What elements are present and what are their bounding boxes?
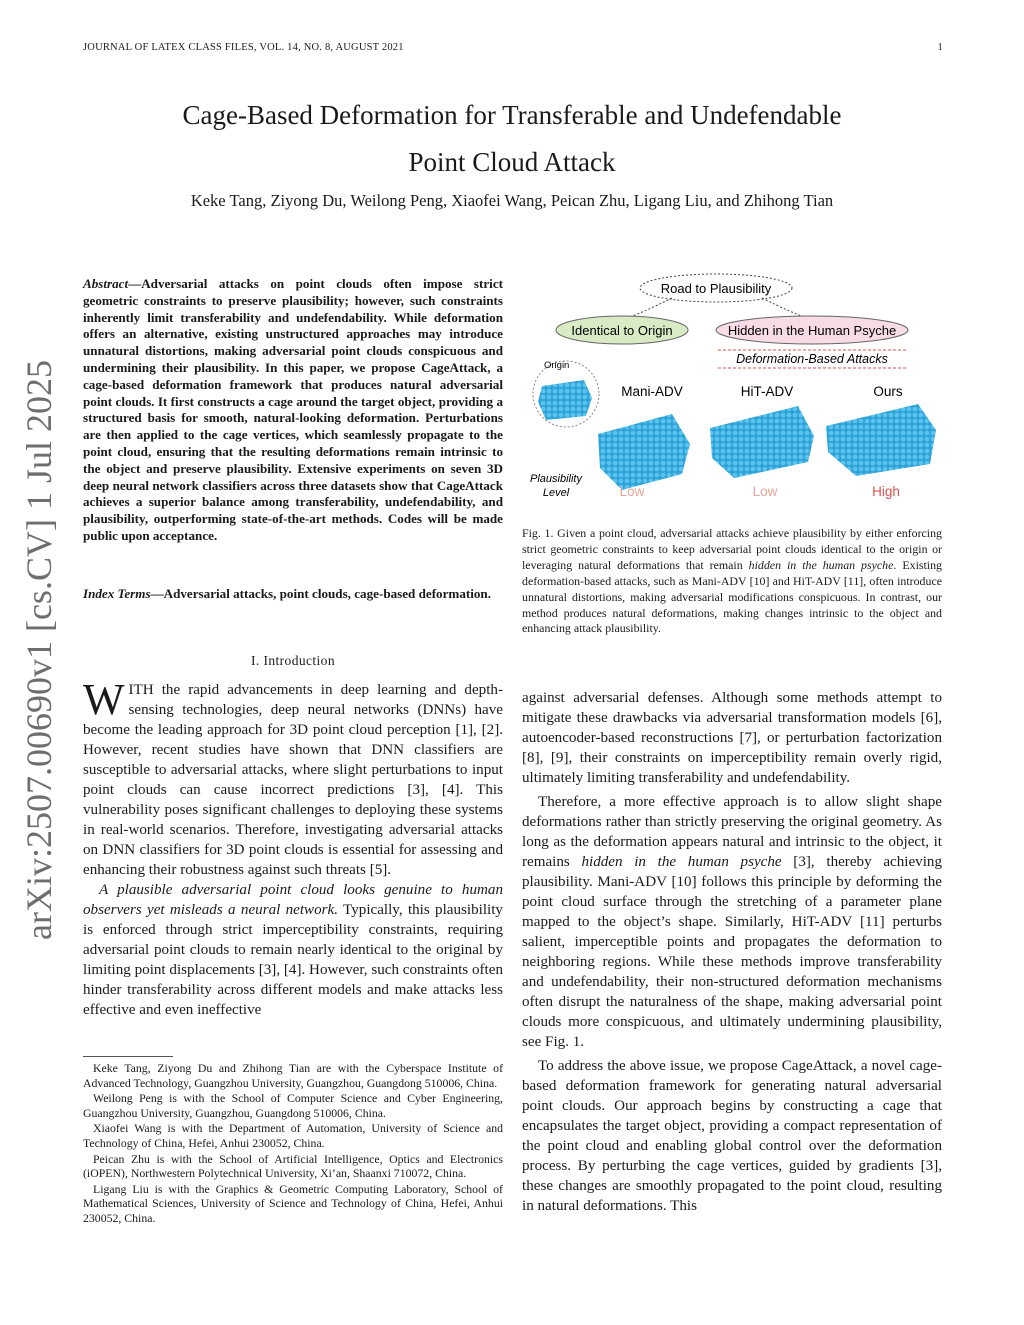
ours-label: Ours (873, 384, 903, 399)
identical-label: Identical to Origin (571, 323, 673, 338)
ours-level: High (872, 484, 900, 499)
intro-paragraph-4: Therefore, a more effective approach is to allow slight shape deformations rather than strictly preserving the original geometry. As long as the deformation appears natural and intrinsic to the object, it remains hidden in the human psyche [3], thereby achieving plausibility. Mani-ADV [10] follows this principle by deforming the point cloud surface through the stretching of a parameter plane mapped to the object’s shape. Similarly, HiT-ADV [11] perturbs salient, imperceptible points and propagates the deformation to neighboring regions. While these methods improve transferability and undefendability, their non-structured deformation mechanisms often disrupt the naturalness of the shape, making adversarial point clouds more conspicuous, and ultimately undermining plausibility, see Fig. 1. (522, 794, 942, 1050)
footnote: Peican Zhu is with the School of Artificial Intelligence, Optics and Electronics (iOPEN), Northwestern Polytechnical University, Xi’an, Shaanxi 710072, China. (83, 1151, 503, 1181)
plausibility-label-1: Plausibility (530, 473, 582, 485)
index-terms-text: —Adversarial attacks, point clouds, cage-based deformation. (150, 586, 491, 601)
index-terms (83, 586, 503, 603)
dropcap: W (83, 675, 125, 724)
title-line-2: Point Cloud Attack (408, 147, 616, 177)
mani-level: Low (619, 484, 645, 499)
hit-sofa (710, 406, 814, 478)
page-number: 1 (937, 42, 943, 53)
author-list: Keke Tang, Ziyong Du, Weilong Peng, Xiaofei Wang, Peican Zhu, Ligang Liu, and Zhihong Tian (190, 191, 834, 210)
deform-label: Deformation-Based Attacks (736, 352, 888, 366)
abstract (83, 276, 503, 545)
intro-paragraph-1: WITH the rapid advancements in deep learning and depth-sensing technologies, deep neural networks (DNNs) have become the leading approach for 3D point cloud perception [1], [2]. However, recent studies have shown that DNN classifiers are susceptible to adversarial attacks, where slight perturbations to input point clouds can cause incorrect predictions [3], [4]. This vulnerability poses significant challenges to deploying these systems in real-world scenarios. Therefore, investigating adversarial attacks on DNN classifiers for 3D point clouds is essential for assessing and enhancing their robustness against such threats [5]. (83, 675, 503, 878)
figure-1 (522, 268, 942, 518)
abstract-label: Abstract (83, 276, 129, 291)
abstract-text: —Adversarial attacks on point clouds often impose strict geometric constraints to preserve plausibility; however, such constraints inherently limit transferability and undefendability. While deformation offers an alternative, existing unstructured approaches may introduce unnatural distortions, making adversarial point clouds conspicuous and undermining their plausibility. In this paper, we propose CageAttack, a cage-based deformation framework that produces natural adversarial point clouds. It first constructs a cage around the target object, providing a structured basis for smooth, natural-looking deformation. Perturbations are then applied to the cage vertices, which seamlessly propagate to the point cloud, ensuring that the resulting deformations remain intrinsic to the object and preserve plausibility. Extensive experiments on seven 3D deep neural network classifiers across three datasets show that CageAttack achieves a superior balance among transferability, undefendability, and plausibility, outperforming state-of-the-art methods. Codes will be made public upon acceptance. (83, 276, 503, 543)
mani-label: Mani-ADV (621, 384, 683, 399)
intro-paragraph-2: A plausible adversarial point cloud looks genuine to human observers yet misleads a neural network. Typically, this plausibility is enforced through strict imperceptibility constraints, requiring adversarial point clouds to remain nearly identical to the original by limiting point displacements [3], [4]. However, such constraints often hinder transferability across different models and make attacks less effective and even ineffective (83, 882, 503, 1018)
footnote: Ligang Liu is with the Graphics & Geometric Computing Laboratory, School of Mathematical Sciences, University of Science and Technology of China, Hefei, Anhui 230052, China. (83, 1181, 503, 1225)
figure-caption: Fig. 1. Given a point cloud, adversarial attacks achieve plausibility by either enforcing strict geometric constraints to keep adversarial point clouds identical to the origin or leveraging natural deformations that remain hidden in the human psyche. Existing deformation-based attacks, such as Mani-ADV [10] and HiT-ADV [11], often introduce unnatural distortions, making adversarial modifications conspicuous. In contrast, our method produces natural deformations, making changes intrinsic to the object and enhancing attack plausibility. (522, 526, 943, 636)
footnote: Xiaofei Wang is with the Department of Automation, University of Science and Technology of China, Hefei, Anhui 230052, China. (83, 1121, 503, 1150)
footnote: Weilong Peng is with the School of Computer Science and Cyber Engineering, Guangzhou University, Guangzhou, Guangdong 510006, China. (83, 1091, 503, 1120)
hit-label: HiT-ADV (740, 384, 794, 399)
ours-sofa (826, 404, 936, 476)
right-column-body (522, 688, 942, 1216)
section-heading: I. Introduction (251, 653, 335, 668)
intro-paragraph-5: To address the above issue, we propose CageAttack, a novel cage-based deformation framework for generating natural adversarial point clouds. Our approach begins by constructing a cage that encapsulates the target object, providing a compact representation of the point cloud and enabling global control over the deformation process. By perturbing the cage vertices, guided by gradients [3], these changes are smoothly propagated to the point cloud, resulting in natural deformations. This (522, 1058, 942, 1214)
left-column-body (83, 675, 503, 1020)
footnote: Keke Tang, Ziyong Du and Zhihong Tian are with the Cyberspace Institute of Advanced Technology, Guangzhou University, Guangzhou, Guangdong 510006, China. (83, 1061, 503, 1090)
footnote-rule (83, 1056, 173, 1057)
mani-sofa (598, 414, 690, 490)
running-header (83, 42, 943, 53)
plausibility-label-2: Level (542, 487, 570, 499)
title-line-1: Cage-Based Deformation for Transferable and Undefendable (182, 100, 842, 130)
paper-title (60, 92, 964, 186)
road-label: Road to Plausibility (660, 281, 772, 296)
origin-label: Origin (544, 360, 570, 371)
journal-name: JOURNAL OF LATEX CLASS FILES, VOL. 14, NO. 8, AUGUST 2021 (83, 42, 404, 53)
hit-level: Low (752, 484, 778, 499)
arxiv-identifier: arXiv:2507.00690v1 [cs.CV] 1 Jul 2025 (19, 360, 59, 940)
origin-sofa (538, 380, 592, 420)
index-terms-label: Index Terms (83, 586, 151, 601)
intro-paragraph-3: against adversarial defenses. Although some methods attempt to mitigate these drawbacks via adversarial transformation models [6], autoencoder-based reconstructions [7], or perturbation factorization [8], [9], their constraints on imperceptibility remain overly rigid, ultimately limiting transferability and undefendability. (522, 690, 942, 786)
hidden-label: Hidden in the Human Psyche (727, 323, 897, 338)
affiliation-footnotes (83, 1056, 503, 1227)
